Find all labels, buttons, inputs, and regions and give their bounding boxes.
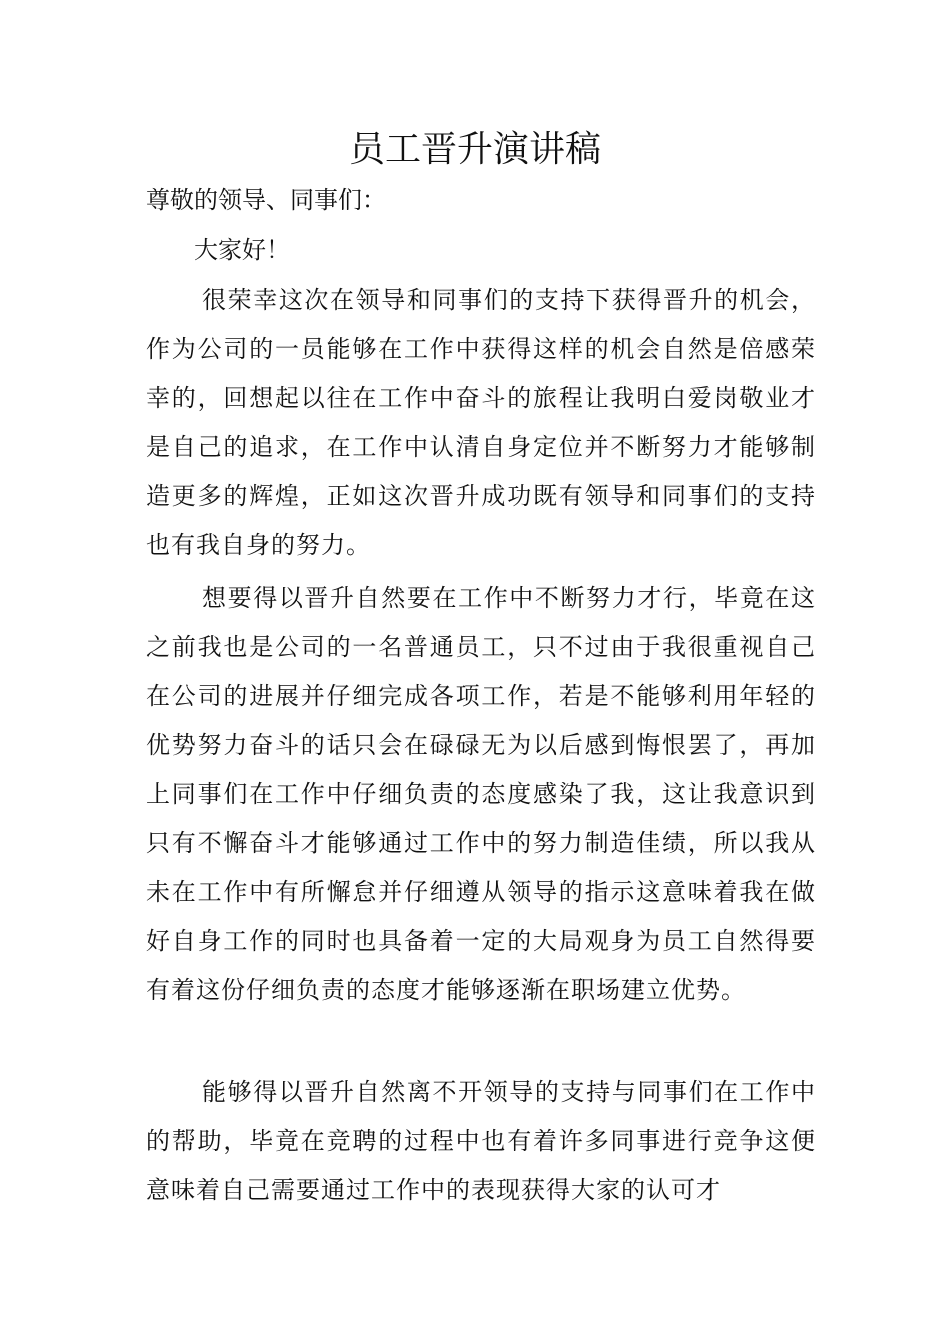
paragraph-3: 能够得以晋升自然离不开领导的支持与同事们在工作中的帮助，毕竟在竞聘的过程中也有着许多同事进行竞争这便意味着自己需要通过工作中的表现获得大家的认可才 — [146, 1078, 816, 1204]
document-title: 员工晋升演讲稿 — [348, 129, 601, 170]
paragraph-1: 很荣幸这次在领导和同事们的支持下获得晋升的机会，作为公司的一员能够在工作中获得这样的机会自然是倍感荣幸的，回想起以往在工作中奋斗的旅程让我明白爱岗敬业才是自己的追求，在工作中认清自身定位并不断努力才能够制造更多的辉煌，正如这次晋升成功既有领导和同事们的支持也有我自身的努力。 — [146, 286, 816, 559]
paragraph-2: 想要得以晋升自然要在工作中不断努力才行，毕竟在这之前我也是公司的一名普通员工，只不过由于我很重视自己在公司的进展并仔细完成各项工作，若是不能够利用年轻的优势努力奋斗的话只会在碌碌无为以后感到悔恨罢了，再加上同事们在工作中仔细负责的态度感染了我，这让我意识到只有不懈奋斗才能够通过工作中的努力制造佳绩，所以我从未在工作中有所懈怠并仔细遵从领导的指示这意味着我在做好自身工作的同时也具备着一定的大局观身为员工自然得要有着这份仔细负责的态度才能够逐渐在职场建立优势。 — [146, 584, 816, 1004]
salutation: 尊敬的领导、同事们： — [146, 186, 386, 214]
greeting: 大家好！ — [194, 236, 290, 264]
